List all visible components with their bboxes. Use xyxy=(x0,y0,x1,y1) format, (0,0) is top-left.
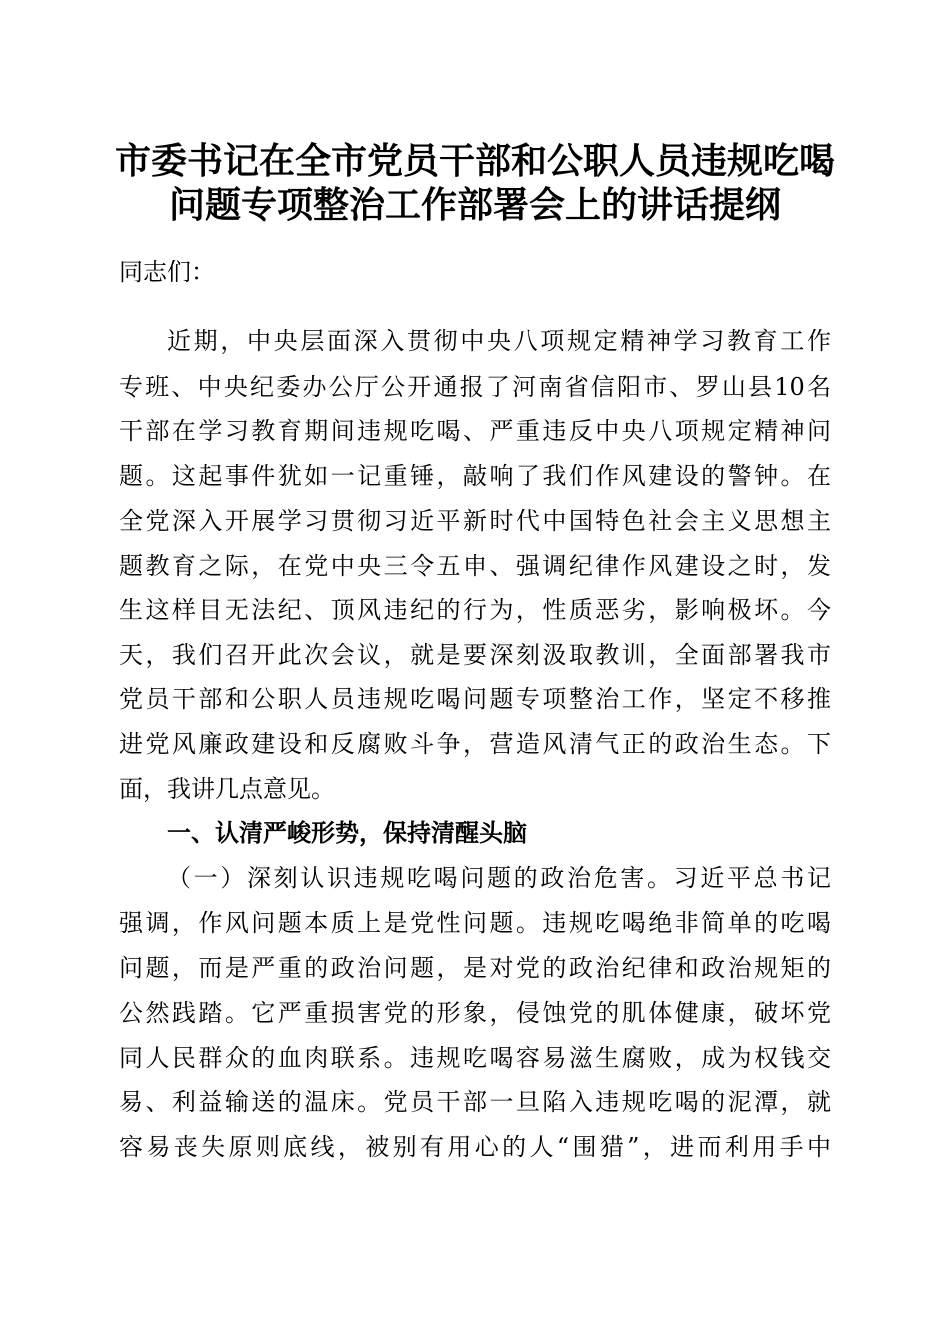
section-line: 公然践踏。它严重损害党的形象，侵蚀党的肌体健康，破坏党 xyxy=(119,999,831,1027)
body-line: 生这样目无法纪、顶风违纪的行为，性质恶劣，影响极坏。今 xyxy=(119,596,831,624)
salutation: 同志们： xyxy=(119,258,215,286)
body-line: 干部在学习教育期间违规吃喝、严重违反中央八项规定精神问 xyxy=(119,417,831,445)
body-line: 面，我讲几点意见。 xyxy=(119,775,335,803)
section-line: 同人民群众的血肉联系。违规吃喝容易滋生腐败，成为权钱交 xyxy=(119,1044,831,1072)
section-line: （一）深刻认识违规吃喝问题的政治危害。习近平总书记 xyxy=(167,864,831,892)
body-line: 进党风廉政建设和反腐败斗争，营造风清气正的政治生态。下 xyxy=(119,730,831,758)
section-heading: 一、认清严峻形势，保持清醒头脑 xyxy=(167,819,527,847)
body-line: 题。这起事件犹如一记重锤，敲响了我们作风建设的警钟。在 xyxy=(119,462,831,490)
section-line: 问题，而是严重的政治问题，是对党的政治纪律和政治规矩的 xyxy=(119,954,831,982)
body-line: 题教育之际，在党中央三令五申、强调纪律作风建设之时，发 xyxy=(119,552,831,580)
document-title-line-1: 市委书记在全市党员干部和公职人员违规吃喝 xyxy=(114,140,835,182)
body-line: 党员干部和公职人员违规吃喝问题专项整治工作，坚定不移推 xyxy=(119,685,831,713)
section-line: 容易丧失原则底线，被别有用心的人“围猎”，进而利用手中 xyxy=(119,1133,831,1161)
section-line: 强调，作风问题本质上是党性问题。违规吃喝绝非简单的吃喝 xyxy=(119,909,831,937)
body-line: 近期，中央层面深入贯彻中央八项规定精神学习教育工作 xyxy=(167,327,831,355)
body-line: 全党深入开展学习贯彻习近平新时代中国特色社会主义思想主 xyxy=(119,507,831,535)
section-line: 易、利益输送的温床。党员干部一旦陷入违规吃喝的泥潭，就 xyxy=(119,1088,831,1116)
body-line: 天，我们召开此次会议，就是要深刻汲取教训，全面部署我市 xyxy=(119,641,831,669)
body-line: 专班、中央纪委办公厅公开通报了河南省信阳市、罗山县10名 xyxy=(119,373,831,401)
document-title-line-2: 问题专项整治工作部署会上的讲话提纲 xyxy=(168,184,781,226)
